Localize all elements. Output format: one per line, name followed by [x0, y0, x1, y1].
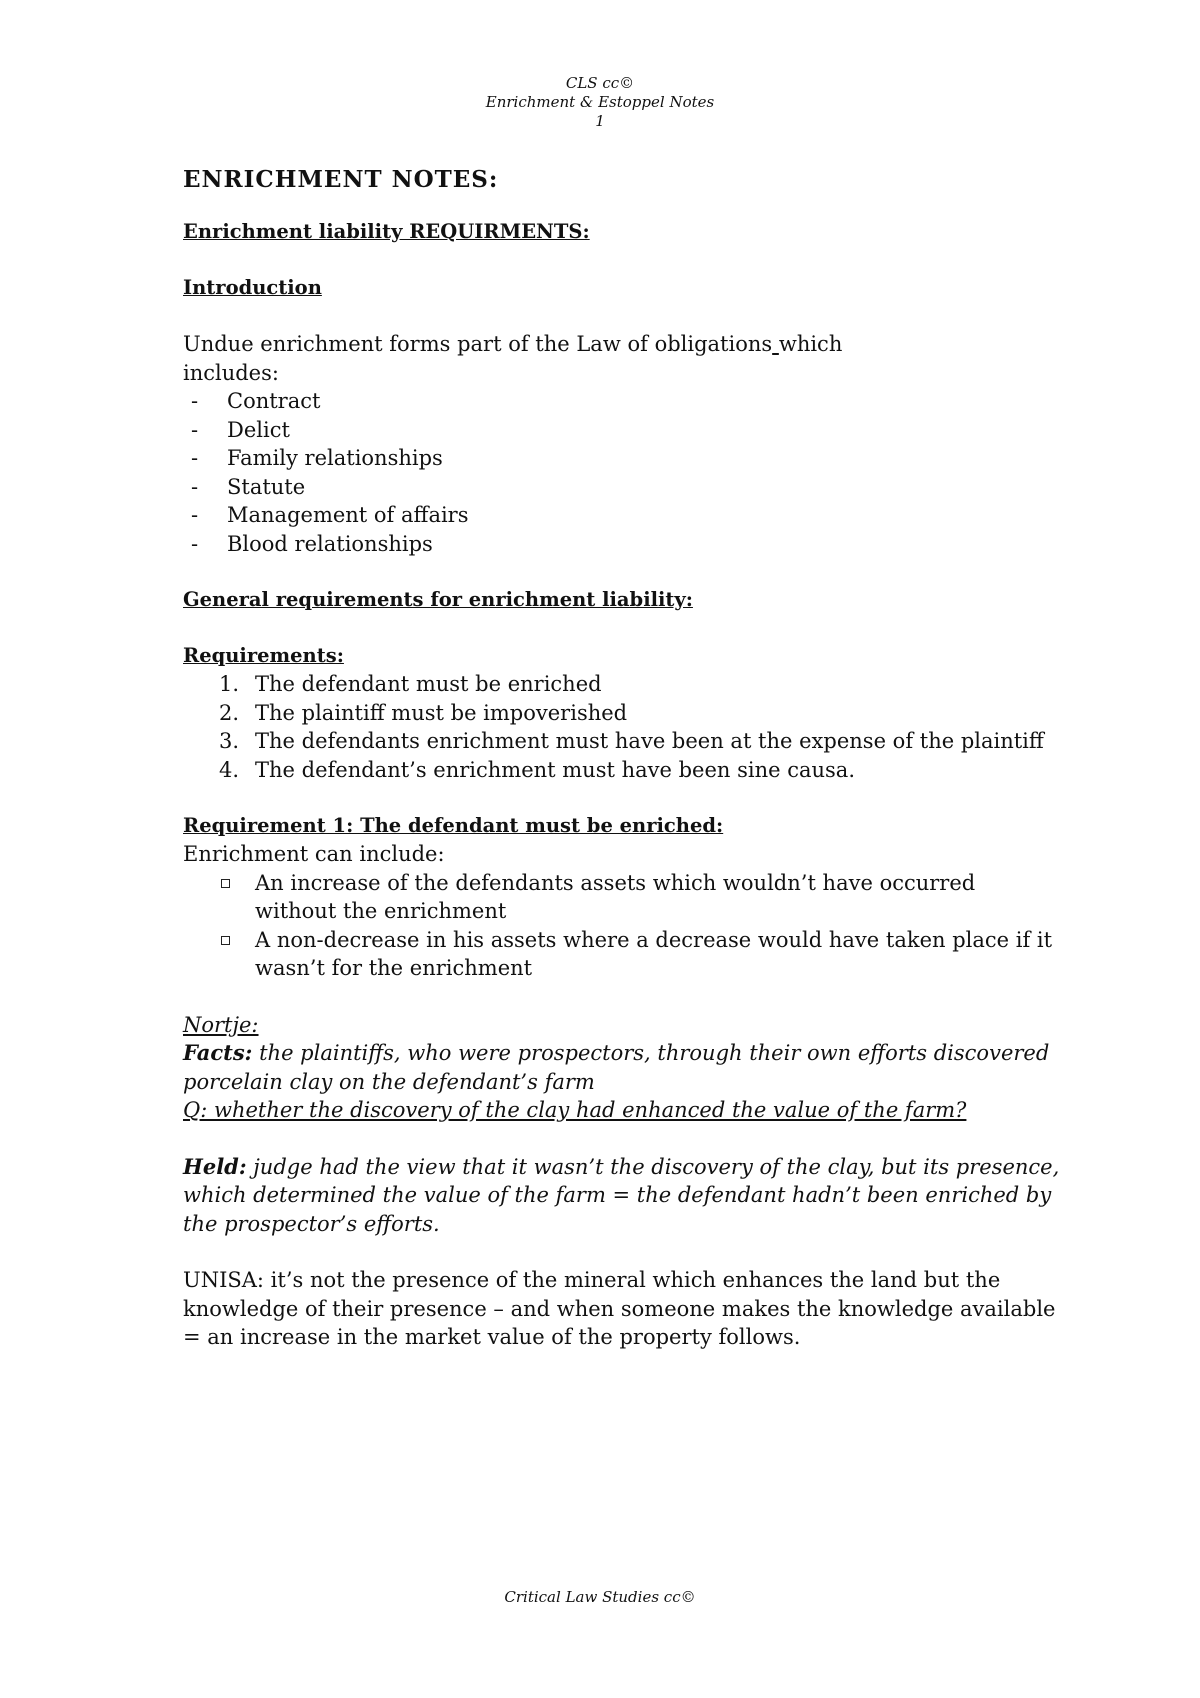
intro-text-tail: which	[778, 332, 843, 356]
list-item: - Delict	[191, 417, 290, 442]
section-heading-requirements: Enrichment liability REQUIRMENTS:	[183, 220, 590, 243]
intro-text: Undue enrichment forms part of the Law of obligations	[183, 332, 773, 356]
enrichment-list	[183, 869, 1063, 983]
intro-text-line2: includes:	[183, 360, 279, 385]
list-item: 2. The plaintiff must be impoverished	[219, 700, 628, 725]
list-item: - Statute	[191, 474, 306, 499]
intro-paragraph	[183, 330, 1063, 387]
section-heading-requirements-list: Requirements:	[183, 644, 344, 667]
list-item: - Contract	[191, 389, 321, 413]
facts-text: the plaintiffs, who were prospectors, through their own efforts discovered porcelain clay on the defendant’s farm	[183, 1041, 1050, 1094]
document-body	[183, 164, 1063, 1352]
facts-label: Facts:	[183, 1040, 253, 1065]
section-heading-general: General requirements for enrichment liability:	[183, 588, 693, 611]
header-company: CLS cc©	[565, 74, 635, 92]
checkbox-bullet-icon	[221, 879, 230, 888]
list-item: 4. The defendant’s enrichment must have been sine causa.	[219, 757, 855, 782]
checkbox-bullet-icon	[221, 936, 230, 945]
case-facts	[183, 1039, 1063, 1096]
list-item: A non-decrease in his assets where a decrease would have taken place if it wasn’t for the enrichment	[183, 926, 1063, 983]
list-item: 1. The defendant must be enriched	[219, 672, 602, 696]
unisa-paragraph: UNISA: it’s not the presence of the mineral which enhances the land but the knowledge of their presence – and when someone makes the knowledge available = an increase in the market value of the property follows.	[183, 1268, 1056, 1349]
obligations-list	[183, 387, 1063, 558]
requirements-list	[183, 670, 1063, 784]
header-page-number: 1	[595, 112, 605, 130]
list-item: - Blood relationships	[191, 531, 433, 556]
case-name: Nortje:	[183, 1012, 259, 1037]
list-item: - Family relationships	[191, 446, 443, 470]
case-held	[183, 1153, 1063, 1239]
case-question: Q: whether the discovery of the clay had enhanced the value of the farm?	[183, 1098, 967, 1122]
held-label: Held:	[183, 1153, 247, 1179]
page-footer: Critical Law Studies cc©	[504, 1588, 696, 1606]
list-item: 3. The defendants enrichment must have been at the expense of the plaintiff	[219, 729, 1044, 753]
header-document-title: Enrichment & Estoppel Notes	[485, 93, 715, 111]
page-header	[0, 74, 1200, 131]
section-heading-requirement-1: Requirement 1: The defendant must be enriched:	[183, 814, 724, 837]
held-text: judge had the view that it wasn’t the discovery of the clay, but its presence, which determined the value of the farm = the defendant hadn’t been enriched by the prospector’s efforts.	[183, 1154, 1060, 1236]
list-item: An increase of the defendants assets which wouldn’t have occurred without the enrichment	[183, 869, 1063, 926]
requirement-1-intro: Enrichment can include:	[183, 842, 445, 866]
document-title: ENRICHMENT NOTES:	[183, 166, 499, 193]
list-item: - Management of affairs	[191, 503, 469, 527]
section-heading-introduction: Introduction	[183, 276, 322, 299]
